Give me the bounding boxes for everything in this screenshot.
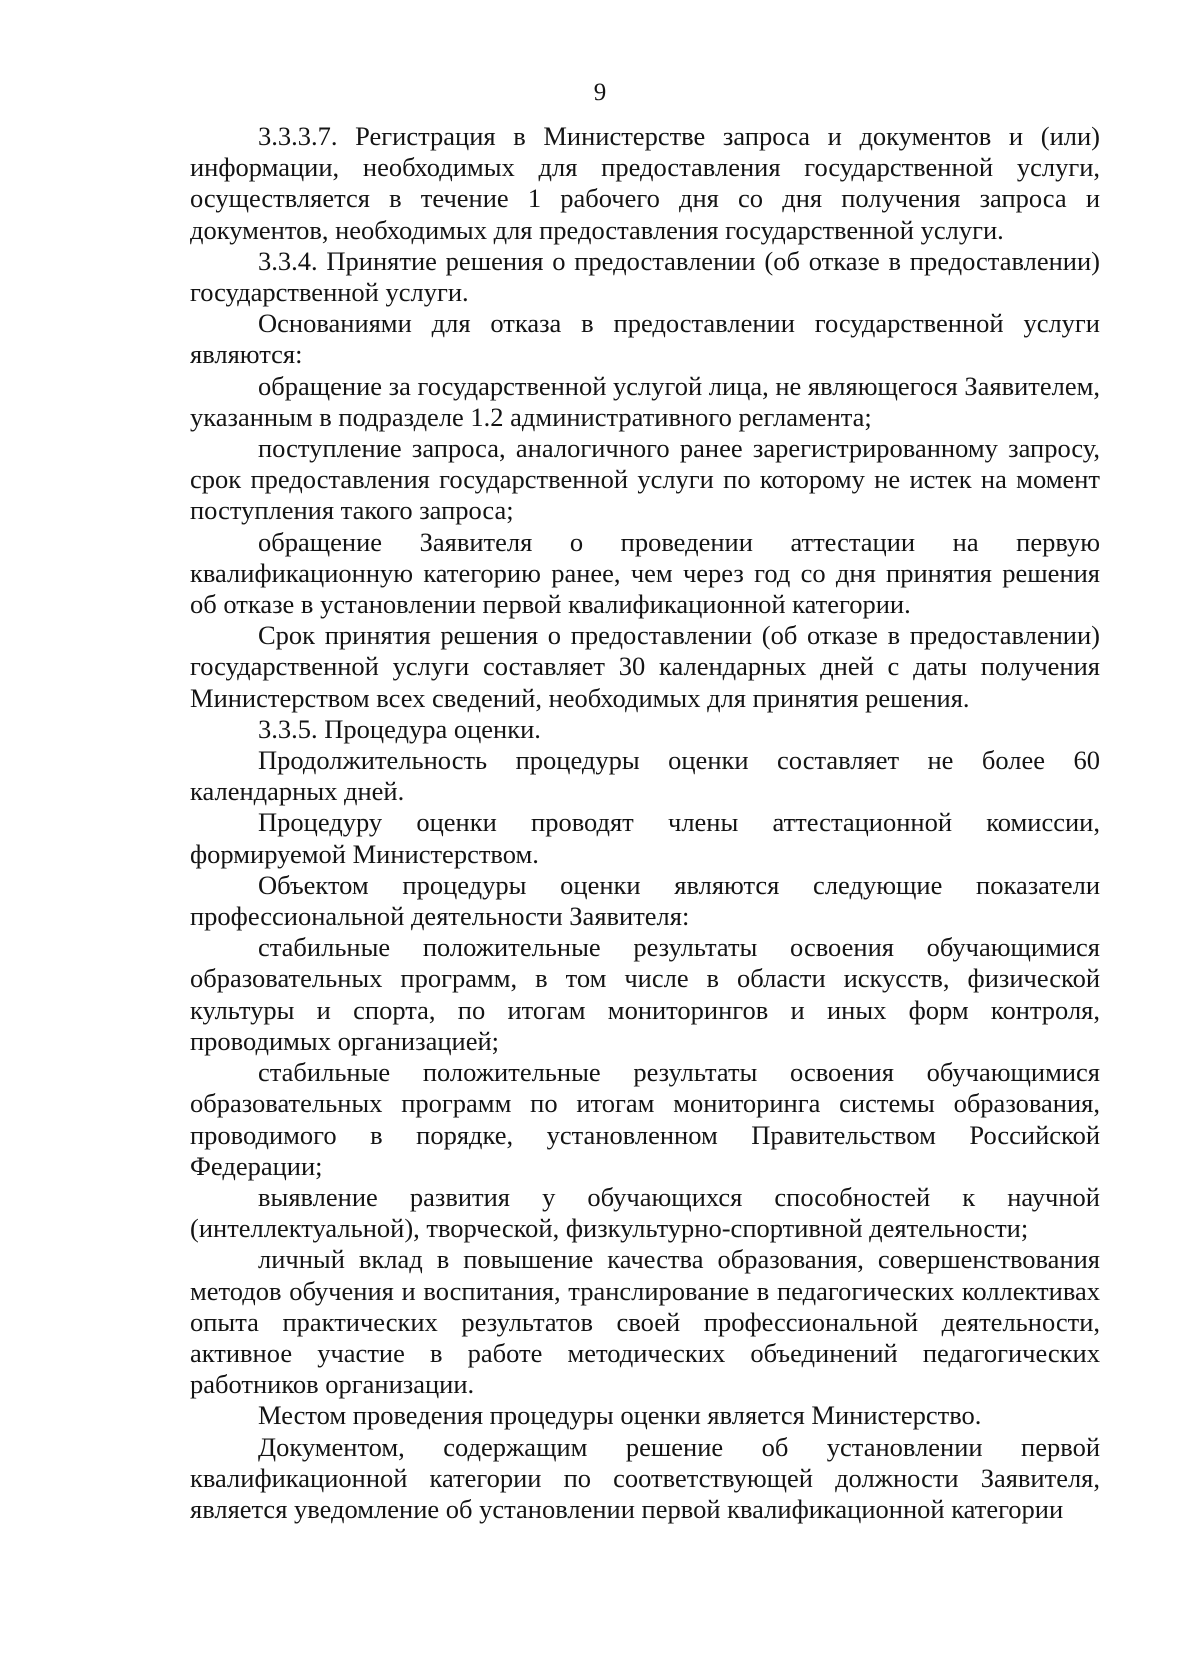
paragraph-refusal-ground-1: обращение за государственной услугой лица, не являющегося Заявителем, указанным в подразделе 1.2 административного регламента;: [190, 370, 1100, 432]
paragraph-indicator-4: личный вклад в повышение качества образования, совершенствования методов обучения и воспитания, транслирование в педагогических коллективах опыта практических результатов своей профессиональной деятельности, активное участие в работе методических объединений педагогических работников организации.: [190, 1244, 1100, 1400]
paragraph-indicator-2: стабильные положительные результаты освоения обучающимися образовательных программ по итогам мониторинга системы образования, проводимого в порядке, установленном Правительством Российской Федерации;: [190, 1057, 1100, 1181]
paragraph-decision-deadline: Срок принятия решения о предоставлении (об отказе в предоставлении) государственной услуги составляет 30 календарных дней с даты получения Министерством всех сведений, необходимых для принятия решения.: [190, 620, 1100, 713]
paragraph-refusal-grounds-intro: Основаниями для отказа в предоставлении государственной услуги являются:: [190, 308, 1100, 370]
paragraph-indicator-3: выявление развития у обучающихся способностей к научной (интеллектуальной), творческой, физкультурно-спортивной деятельности;: [190, 1181, 1100, 1244]
document-body: [190, 121, 1100, 1525]
paragraph-3-3-5-heading: 3.3.5. Процедура оценки.: [258, 713, 541, 744]
paragraph-3-3-3-7: 3.3.3.7. Регистрация в Министерстве запроса и документов и (или) информации, необходимых для предоставления государственной услуги, осуществляется в течение 1 рабочего дня со дня получения запроса и документов, необходимых для предоставления государственной услуги.: [190, 121, 1100, 245]
page-number: 9: [593, 79, 607, 106]
paragraph-evaluation-object-intro: Объектом процедуры оценки являются следующие показатели профессиональной деятельности Заявителя:: [190, 869, 1100, 932]
paragraph-indicator-1: стабильные положительные результаты освоения обучающимися образовательных программ, в том числе в области искусств, физической культуры и спорта, по итогам мониторингов и иных форм контроля, проводимых организацией;: [190, 932, 1100, 1056]
paragraph-evaluation-place: Местом проведения процедуры оценки является Министерство.: [258, 1400, 982, 1431]
paragraph-decision-document: Документом, содержащим решение об установлении первой квалификационной категории по соответствующей должности Заявителя, является уведомление об установлении первой квалификационной категории: [190, 1431, 1100, 1524]
paragraph-evaluation-duration: Продолжительность процедуры оценки составляет не более 60 календарных дней.: [190, 745, 1100, 807]
paragraph-refusal-ground-3: обращение Заявителя о проведении аттестации на первую квалификационную категорию ранее, чем через год со дня принятия решения об отказе в установлении первой квалификационной категории.: [190, 526, 1100, 620]
paragraph-evaluation-performers: Процедуру оценки проводят члены аттестационной комиссии, формируемой Министерством.: [190, 807, 1100, 869]
paragraph-refusal-ground-2: поступление запроса, аналогичного ранее зарегистрированному запросу, срок предоставления государственной услуги по которому не истек на момент поступления такого запроса;: [190, 433, 1100, 526]
paragraph-3-3-4-heading: 3.3.4. Принятие решения о предоставлении (об отказе в предоставлении) государственной услуги.: [190, 245, 1100, 308]
